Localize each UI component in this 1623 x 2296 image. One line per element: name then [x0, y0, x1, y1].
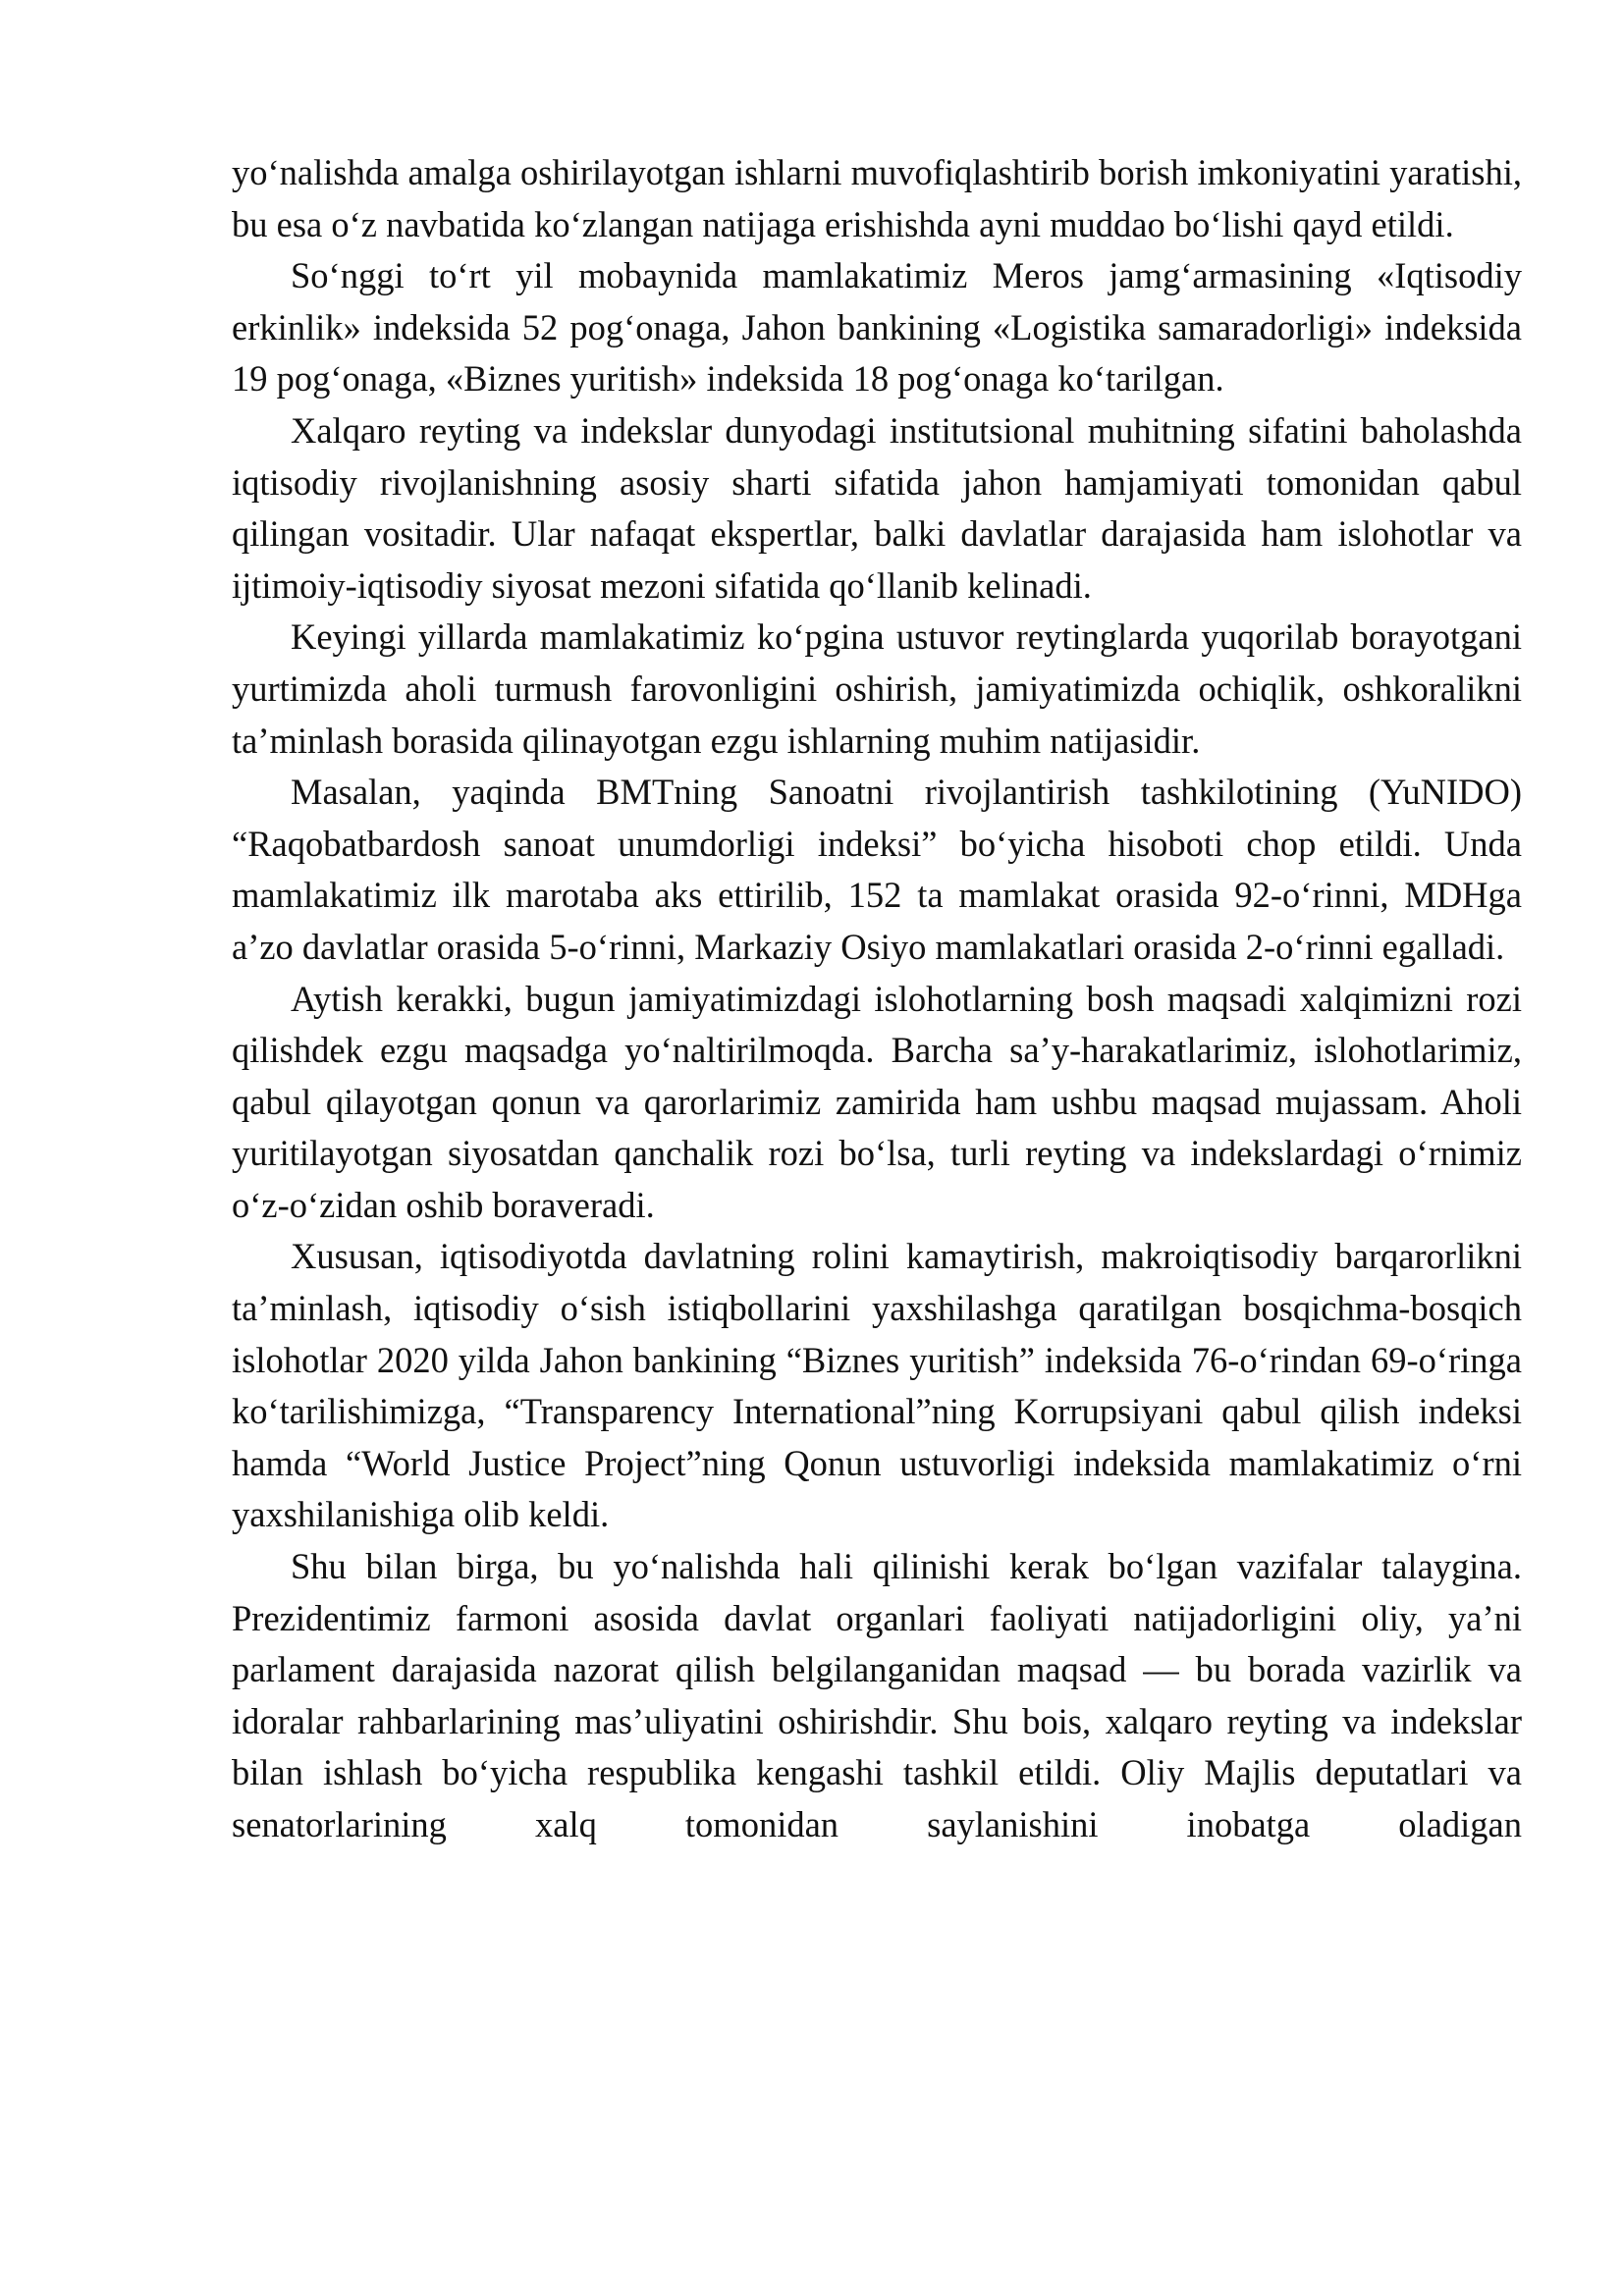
paragraph-continuation: yo‘nalishda amalga oshirilayotgan ishlarni muvofiqlashtirib borish imkoniyatini yaratishi, bu esa o‘z navbatida ko‘zlangan natijaga erishishda ayni muddao bo‘lishi qayd etildi.: [232, 152, 1522, 244]
paragraph-economic-reforms: Xususan, iqtisodiyotda davlatning rolini kamaytirish, makroiqtisodiy barqarorlikni ta’minlash, iqtisodiy o‘sish istiqbollarini yaxshilashga qaratilgan bosqichma-bosqich islohotlar 2020 yilda Jahon bankining “Biznes yuritish” indeksida 76-o‘rindan 69-o‘ringa ko‘tarilishimizga, “Transparency International”ning Korrupsiyani qabul qilish indeksi hamda “World Justice Project”ning Qonun ustuvorligi indeksida mamlakatimiz o‘rni yaxshilanishiga olib keldi.: [232, 1236, 1522, 1535]
paragraph-reform-goals: Aytish kerakki, bugun jamiyatimizdagi islohotlarning bosh maqsadi xalqimizni rozi qilishdek ezgu maqsadga yo‘naltirilmoqda. Barcha sa’y-harakatlarimiz, islohotlarimiz, qabul qilayotgan qonun va qarorlarimiz zamirida ham ushbu maqsad mujassam. Aholi yuritilayotgan siyosatdan qanchalik rozi bo‘lsa, turli reyting va indekslardagi o‘rnimiz o‘z-o‘zidan oshib boraveradi.: [232, 978, 1522, 1225]
document-page: [232, 147, 1522, 1851]
paragraph-unido-report: Masalan, yaqinda BMTning Sanoatni rivojlantirish tashkilotining (YuNIDO) “Raqobatbardosh sanoat unumdorligi indeksi” bo‘yicha hisoboti chop etildi. Unda mamlakatimiz ilk marotaba aks ettirilib, 152 ta mamlakat orasida 92-o‘rinni, MDHga a’zo davlatlar orasida 5-o‘rinni, Markaziy Osiyo mamlakatlari orasida 2-o‘rinni egalladi.: [232, 772, 1522, 967]
paragraph-rankings-growth: So‘nggi to‘rt yil mobaynida mamlakatimiz Meros jamg‘armasining «Iqtisodiy erkinlik» indeksida 52 pog‘onaga, Jahon bankining «Logistika samaradorligi» indeksida 19 pog‘onaga, «Biznes yuritish» indeksida 18 pog‘onaga ko‘tarilgan.: [232, 255, 1522, 400]
paragraph-remaining-tasks: Shu bilan birga, bu yo‘nalishda hali qilinishi kerak bo‘lgan vazifalar talaygina. Prezidentimiz farmoni asosida davlat organlari faoliyati natijadorligini oliy, ya’ni parlament darajasida nazorat qilish belgilanganidan maqsad — bu borada vazirlik va idoralar rahbarlarining mas’uliyatini oshirishdir. Shu bois, xalqaro reyting va indekslar bilan ishlash bo‘yicha respublika kengashi tashkil etildi. Oliy Majlis deputatlari va senatorlarining xalq tomonidan saylanishini inobatga oladigan: [232, 1546, 1522, 1844]
paragraph-recent-years: Keyingi yillarda mamlakatimiz ko‘pgina ustuvor reytinglarda yuqorilab borayotgani yurtimizda aholi turmush farovonligini oshirish, jamiyatimizda ochiqlik, oshkoralikni ta’minlash borasida qilinayotgan ezgu ishlarning muhim natijasidir.: [232, 616, 1522, 761]
paragraph-international-indices: Xalqaro reyting va indekslar dunyodagi institutsional muhitning sifatini baholashda iqtisodiy rivojlanishning asosiy sharti sifatida jahon hamjamiyati tomonidan qabul qilingan vositadir. Ular nafaqat ekspertlar, balki davlatlar darajasida ham islohotlar va ijtimoiy-iqtisodiy siyosat mezoni sifatida qo‘llanib kelinadi.: [232, 409, 1522, 606]
